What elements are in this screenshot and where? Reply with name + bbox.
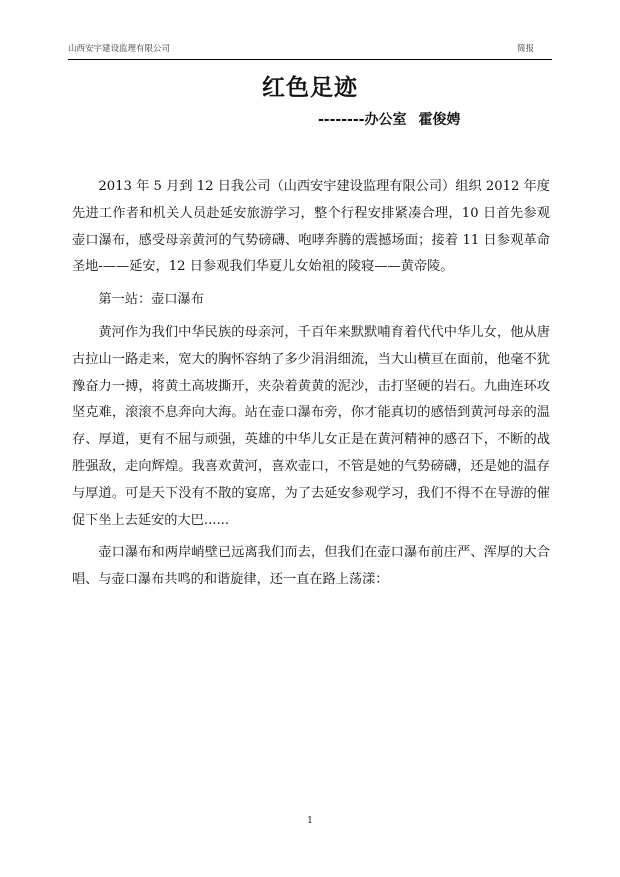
author-department: --------办公室	[318, 112, 407, 128]
document-title: 红色足迹	[262, 75, 358, 101]
header-document-type: 简报	[516, 44, 534, 54]
header-company-name: 山西安宇建设监理有限公司	[68, 44, 171, 54]
document-body	[72, 174, 550, 594]
body-paragraph: 黄河作为我们中华民族的母亲河，千百年来默默哺育着代代中华儿女，他从唐古拉山一路走来，宽大的胸怀容纳了多少涓涓细流，当大山横亘在面前，他毫不犹豫奋力一搏，将黄土高坡撕开，夹杂着黄黄的泥沙，击打坚硬的岩石。九曲连环攻坚克难，滚滚不息奔向大海。站在壶口瀑布旁，你才能真切的感悟到黄河母亲的温存、厚道，更有不屈与顽强，英雄的中华儿女正是在黄河精神的感召下，不断的战胜强敌，走向辉煌。我喜欢黄河，喜欢壶口，不管是她的气势磅礴，还是她的温存与厚道。可是天下没有不散的宴席，为了去延安参观学习，我们不得不在导游的催促下坐上去延安的大巴......	[72, 324, 550, 528]
section-heading: 第一站：壶口瀑布	[98, 292, 204, 308]
page-number: 1	[307, 816, 313, 826]
page-header	[68, 43, 552, 60]
author-name: 霍俊娉	[418, 112, 461, 128]
author-line	[318, 110, 460, 130]
body-paragraph: 壶口瀑布和两岸峭壁已远离我们而去，但我们在壶口瀑布前庄严、浑厚的大合唱、与壶口瀑布共鸣的和谐旋律，还一直在路上荡漾：	[72, 545, 550, 588]
body-paragraph: 2013 年 5 月到 12 日我公司（山西安宇建设监理有限公司）组织 2012 年度先进工作者和机关人员赴延安旅游学习，整个行程安排紧凑合理，10 日首先参观壶口瀑布，感受母亲黄河的气势磅礴、咆哮奔腾的震撼场面；接着 11 日参观革命圣地-——延安，12 日参观我们华夏儿女始祖的陵寝——黄帝陵。	[72, 179, 550, 275]
